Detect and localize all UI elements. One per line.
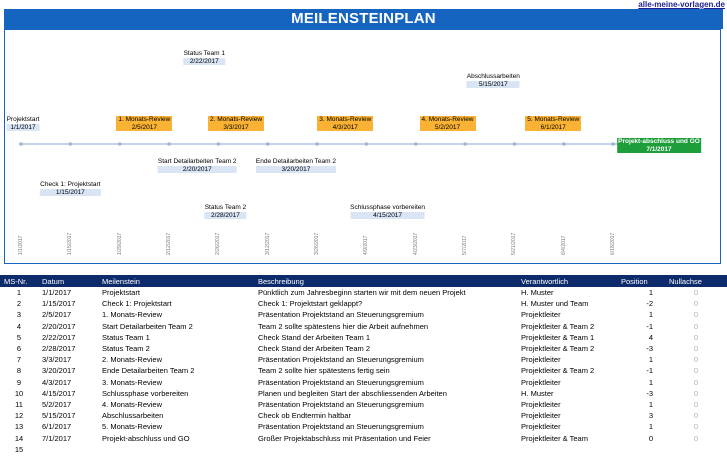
- cell-verantwortlich: Projektleiter & Team 2: [521, 321, 595, 331]
- milestone-date: 2/5/2017: [118, 124, 170, 132]
- cell-meilenstein: 2. Monats-Review: [102, 355, 163, 365]
- milestone-name: Schlussphase vorbereiten: [350, 204, 425, 211]
- milestone-timeline-chart: [4, 29, 721, 264]
- col-header-nr: MS-Nr.: [0, 275, 38, 287]
- cell-meilenstein: Status Team 2: [102, 344, 150, 354]
- table-row: [0, 343, 727, 354]
- table-row: [0, 410, 727, 421]
- cell-null: 0: [693, 344, 699, 354]
- table-row: [0, 354, 727, 365]
- date-tick-label: 2/12/2017: [166, 232, 173, 255]
- milestone-label: [467, 73, 520, 88]
- cell-verantwortlich: Projektleiter: [521, 310, 561, 320]
- milestone-date: 4/3/2017: [319, 124, 371, 132]
- date-tick-label: 5/21/2017: [511, 232, 518, 255]
- date-tick-label: 4/23/2017: [412, 232, 419, 255]
- cell-null: [665, 444, 727, 455]
- milestone-name: Projektstart: [6, 116, 40, 123]
- timeline-dot: [562, 142, 566, 146]
- milestone-name: Ende Detailarbeiten Team 2: [255, 158, 336, 165]
- milestone-name: 1. Monats-Review: [118, 116, 171, 123]
- cell-verantwortlich: Projektleiter: [521, 422, 561, 432]
- cell-datum: 6/1/2017: [42, 422, 72, 432]
- cell-position: [617, 444, 665, 455]
- cell-beschreibung: Check Stand der Arbeiten Team 1: [258, 332, 371, 342]
- milestone-label: [40, 181, 100, 196]
- table-row: [0, 377, 727, 388]
- cell-verantwortlich: Projektleiter: [521, 399, 561, 409]
- milestone-date: 2/22/2017: [184, 58, 225, 66]
- table-row: [0, 298, 727, 309]
- cell-datum: 2/22/2017: [42, 332, 76, 342]
- cell-nr: 14: [14, 433, 24, 443]
- cell-position: -1: [646, 366, 653, 376]
- cell-nr: 4: [16, 321, 22, 331]
- cell-nr: 5: [16, 332, 22, 342]
- cell-nr: 13: [14, 422, 24, 432]
- cell-nr: 2: [16, 299, 22, 309]
- timeline-dot: [365, 142, 369, 146]
- cell-datum: 3/20/2017: [42, 366, 76, 376]
- cell-datum: 3/3/2017: [42, 355, 72, 365]
- cell-position: 1: [648, 377, 653, 387]
- cell-nr: 7: [16, 355, 22, 365]
- milestone-date: 2/28/2017: [205, 212, 246, 220]
- cell-verantwortlich: H. Muster und Team: [521, 299, 589, 309]
- milestone-date: 3/20/2017: [256, 166, 336, 174]
- milestone-date: 1/15/2017: [40, 189, 100, 197]
- cell-null: 0: [693, 433, 699, 443]
- cell-datum: 4/15/2017: [42, 388, 76, 398]
- cell-nr: 8: [16, 366, 22, 376]
- milestone-name: 2. Monats-Review: [210, 116, 263, 123]
- col-header-datum: Datum: [38, 275, 98, 287]
- cell-null: 0: [693, 388, 699, 398]
- timeline-dot: [463, 142, 467, 146]
- cell-beschreibung: Check Stand der Arbeiten Team 2: [258, 344, 371, 354]
- cell-null: 0: [693, 321, 699, 331]
- col-header-beschreibung: Beschreibung: [254, 275, 517, 287]
- cell-null: 0: [693, 299, 699, 309]
- cell-nr: 12: [14, 411, 24, 421]
- milestone-date: 6/1/2017: [527, 124, 579, 132]
- cell-nr: 11: [15, 399, 23, 409]
- timeline-dot: [414, 142, 418, 146]
- col-header-nullachse: Nullachse: [665, 275, 727, 287]
- date-tick-label: 6/4/2017: [560, 235, 567, 255]
- timeline-dot: [167, 142, 171, 146]
- milestone-date: 3/3/2017: [210, 124, 262, 132]
- col-header-position: Position: [617, 275, 665, 287]
- milestone-label: [208, 116, 264, 131]
- table-row: [0, 399, 727, 410]
- cell-datum: 2/28/2017: [42, 344, 76, 354]
- cell-null: 0: [693, 422, 699, 432]
- cell-datum: 1/1/2017: [42, 288, 72, 298]
- cell-position: 1: [648, 399, 653, 409]
- cell-beschreibung: Check 1: Projektstart geklappt?: [258, 299, 363, 309]
- date-tick-label: 1/15/2017: [67, 232, 74, 255]
- cell-verantwortlich: Projektleiter & Team 2: [521, 366, 595, 376]
- timeline-svg: [5, 30, 720, 263]
- cell-null: 0: [693, 377, 699, 387]
- cell-datum: 4/3/2017: [42, 377, 72, 387]
- table-row: [0, 321, 727, 332]
- milestone-label: [317, 116, 373, 131]
- cell-datum: 5/15/2017: [42, 411, 76, 421]
- cell-null: 0: [693, 310, 699, 320]
- table-row: [0, 365, 727, 376]
- cell-verantwortlich: Projektleiter & Team 1: [521, 332, 595, 342]
- milestone-date: 7/1/2017: [646, 145, 672, 153]
- cell-verantwortlich: H. Muster: [521, 288, 554, 298]
- timeline-dot: [217, 142, 221, 146]
- col-header-verantwortlich: Verantwortlich: [517, 275, 617, 287]
- milestone-date: 2/20/2017: [158, 166, 237, 174]
- cell-position: 1: [648, 422, 653, 432]
- cell-verantwortlich: Projektleiter: [521, 377, 561, 387]
- timeline-dot: [118, 142, 122, 146]
- date-tick-label: 2/26/2017: [215, 232, 222, 255]
- date-tick-label: 1/1/2017: [18, 235, 24, 255]
- cell-position: 1: [648, 355, 653, 365]
- cell-null: 0: [693, 399, 699, 409]
- table-row: [0, 309, 727, 320]
- table-row: [0, 332, 727, 343]
- cell-position: 1: [648, 310, 653, 320]
- cell-null: 0: [693, 288, 699, 298]
- cell-beschreibung: Planen und begleiten Start der abschliessenden Arbeiten: [258, 388, 447, 398]
- timeline-dot: [513, 142, 517, 146]
- cell-meilenstein: 1. Monats-Review: [102, 310, 163, 320]
- cell-beschreibung: [254, 444, 517, 455]
- cell-position: -3: [646, 388, 653, 398]
- milestone-date: 5/2/2017: [421, 124, 473, 132]
- cell-position: -1: [646, 321, 653, 331]
- cell-beschreibung: Präsentation Projektstand an Steuerungsgremium: [258, 310, 424, 320]
- cell-position: 0: [648, 433, 653, 443]
- cell-meilenstein: Start Detailarbeiten Team 2: [102, 321, 193, 331]
- website-link[interactable]: alle-meine-vorlagen.de: [638, 0, 725, 9]
- cell-position: -2: [646, 299, 653, 309]
- cell-datum: 5/2/2017: [42, 399, 72, 409]
- milestone-label: [116, 116, 172, 131]
- cell-nr: 10: [14, 388, 24, 398]
- milestone-name: 3. Monats-Review: [319, 116, 372, 123]
- cell-nr: 1: [16, 288, 22, 298]
- cell-verantwortlich: Projektleiter & Team 2: [521, 344, 595, 354]
- cell-null: 0: [693, 355, 699, 365]
- cell-verantwortlich: Projektleiter: [521, 355, 561, 365]
- milestone-name: Status Team 1: [183, 50, 225, 57]
- page-title: MEILENSTEINPLAN: [4, 9, 723, 29]
- cell-beschreibung: Check ob Endtermin haltbar: [258, 411, 351, 421]
- cell-position: -3: [646, 344, 653, 354]
- date-tick-label: 3/12/2017: [264, 232, 271, 255]
- cell-meilenstein: Status Team 1: [102, 332, 150, 342]
- cell-datum: 2/20/2017: [42, 321, 76, 331]
- cell-nr: 3: [16, 310, 22, 320]
- timeline-dot: [69, 142, 73, 146]
- cell-beschreibung: Präsentation Projektstand an Steuerungsgremium: [258, 355, 424, 365]
- milestone-label: [7, 116, 40, 131]
- timeline-dot: [19, 142, 23, 146]
- cell-beschreibung: Team 2 sollte hier spätestens fertig sein: [258, 366, 390, 376]
- cell-meilenstein: 4. Monats-Review: [102, 399, 163, 409]
- timeline-dot: [611, 142, 615, 146]
- milestone-name: Check 1: Projektstart: [40, 181, 101, 188]
- milestone-label: [158, 158, 237, 173]
- milestone-name: 4. Monats-Review: [421, 116, 474, 123]
- cell-nr: 15: [14, 444, 24, 454]
- date-tick-label: 5/7/2017: [462, 235, 469, 255]
- cell-position: 1: [648, 288, 653, 298]
- cell-meilenstein: [98, 444, 254, 455]
- cell-datum: [38, 444, 98, 455]
- col-header-meilenstein: Meilenstein: [98, 275, 254, 287]
- cell-datum: 2/5/2017: [42, 310, 72, 320]
- milestone-date: 5/15/2017: [467, 81, 520, 89]
- cell-meilenstein: Projekt-abschluss und GO: [102, 433, 190, 443]
- milestone-label: [617, 138, 701, 153]
- cell-meilenstein: Abschlussarbeiten: [102, 411, 164, 421]
- cell-null: 0: [693, 411, 699, 421]
- cell-null: 0: [693, 332, 699, 342]
- cell-verantwortlich: Projektleiter & Team: [521, 433, 588, 443]
- milestone-label: [205, 204, 246, 219]
- cell-nr: 6: [16, 344, 22, 354]
- date-tick-label: 4/9/2017: [363, 235, 370, 255]
- date-tick-label: 3/26/2017: [314, 232, 321, 255]
- cell-beschreibung: Präsentation Projektstand an Steuerungsgremium: [258, 399, 424, 409]
- date-tick-label: 6/18/2017: [610, 232, 617, 255]
- table-row: [0, 388, 727, 399]
- cell-datum: 1/15/2017: [42, 299, 76, 309]
- cell-null: 0: [693, 366, 699, 376]
- cell-meilenstein: Projektstart: [102, 288, 140, 298]
- cell-beschreibung: Präsentation Projektstand an Steuerungsgremium: [258, 422, 424, 432]
- milestone-name: 5. Monats-Review: [527, 116, 580, 123]
- cell-meilenstein: Check 1: Projektstart: [102, 299, 172, 309]
- table-row: [0, 432, 727, 443]
- cell-nr: 9: [16, 377, 22, 387]
- table-header-row: [0, 275, 727, 287]
- timeline-dot: [315, 142, 319, 146]
- milestone-name: Status Team 2: [204, 204, 247, 211]
- cell-meilenstein: Schlussphase vorbereiten: [102, 388, 189, 398]
- milestone-label: [256, 158, 336, 173]
- milestone-name: Start Detailarbeiten Team 2: [157, 158, 237, 165]
- cell-verantwortlich: [517, 444, 617, 455]
- timeline-dot: [266, 142, 270, 146]
- cell-datum: 7/1/2017: [42, 433, 72, 443]
- milestone-label: [419, 116, 475, 131]
- milestone-label: [184, 50, 225, 65]
- table-row: [0, 421, 727, 432]
- cell-verantwortlich: Projektleiter: [521, 411, 561, 421]
- milestone-label: [525, 116, 581, 131]
- cell-beschreibung: Großer Projektabschluss mit Präsentation und Feier: [258, 433, 431, 443]
- milestone-name: Projekt-abschluss und GO: [618, 138, 700, 145]
- milestone-table: [0, 275, 727, 455]
- table-row: [0, 287, 727, 298]
- cell-meilenstein: 3. Monats-Review: [102, 377, 163, 387]
- milestone-name: Abschlussarbeiten: [466, 73, 520, 80]
- cell-position: 4: [648, 332, 653, 342]
- cell-meilenstein: Ende Detailarbeiten Team 2: [102, 366, 195, 376]
- date-tick-label: 1/29/2017: [116, 232, 123, 255]
- milestone-date: 4/15/2017: [350, 212, 425, 220]
- cell-beschreibung: Team 2 sollte spätestens hier die Arbeit aufnehmen: [258, 321, 429, 331]
- cell-verantwortlich: H. Muster: [521, 388, 554, 398]
- cell-beschreibung: Pünktlich zum Jahresbeginn starten wir mit dem neuen Projekt: [258, 288, 466, 298]
- table-row: [0, 444, 727, 455]
- cell-position: 3: [648, 411, 653, 421]
- milestone-label: [350, 204, 425, 219]
- cell-beschreibung: Präsentation Projektstand an Steuerungsgremium: [258, 377, 424, 387]
- milestone-date: 1/1/2017: [7, 124, 40, 132]
- cell-meilenstein: 5. Monats-Review: [102, 422, 163, 432]
